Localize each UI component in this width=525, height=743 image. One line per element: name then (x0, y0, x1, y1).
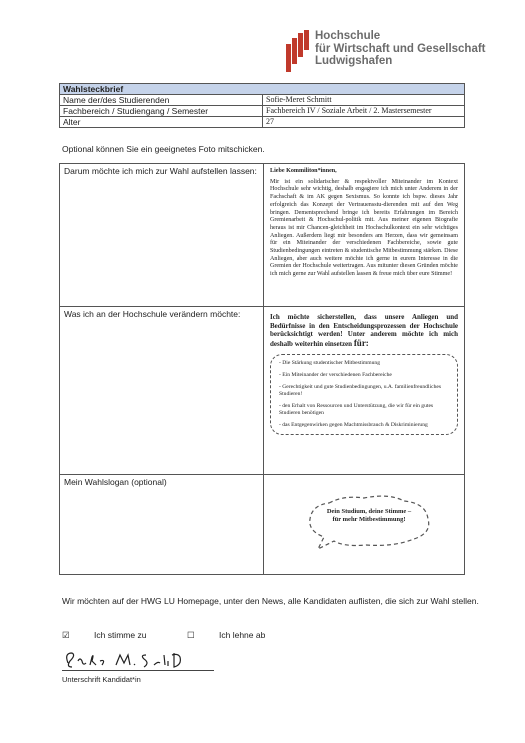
department-label: Fachbereich / Studiengang / Semester (60, 106, 263, 117)
table-row (60, 307, 465, 475)
table-row (60, 117, 465, 128)
university-logo (286, 30, 486, 72)
agree-label: Ich stimme zu (94, 630, 147, 640)
table-row (60, 164, 465, 307)
logo-mark-icon (286, 30, 309, 72)
motivation-text (264, 164, 464, 283)
changes-label: Was ich an der Hochschule verändern möchte: (60, 307, 264, 475)
goal-item: - Gerechtigkeit und gute Studienbedingungen, u.A. familienfreundliches Studieren! (279, 384, 442, 397)
logo-line-1: Hochschule (315, 30, 381, 42)
name-value: Sofie-Meret Schmitt (263, 95, 465, 106)
logo-line-3: Ludwigshafen (315, 55, 393, 67)
goal-item: - das Entgegenwirken gegen Machtmissbrauch & Diskriminierung (279, 422, 428, 428)
agree-checkbox[interactable]: ☑ (62, 630, 70, 640)
slogan-text (312, 508, 426, 524)
changes-intro-text: Ich möchte sicherstellen, dass unsere Anliegen und Bedürfnisse in den Entscheidungsprozessen der Hochschule berücksichtigt werden! Unter anderem möchte ich mich deshalb weiterhin einsetzen (270, 313, 458, 348)
table-row (60, 95, 465, 106)
slogan-line-2: für mehr Mitbestimmung! (332, 516, 406, 523)
table-header: Wahlsteckbrief (60, 84, 465, 95)
goal-item: - den Erhalt von Ressourcen und Unterstützung, die wir für ein gutes Studieren benötigen (279, 403, 434, 416)
signature-line (62, 670, 214, 671)
motivation-cell (264, 164, 465, 307)
age-value: 27 (263, 117, 465, 128)
signature-label: Unterschrift Kandidat*in (62, 675, 141, 684)
profile-info-table (59, 83, 465, 128)
department-value: Fachbereich IV / Soziale Arbeit / 2. Mastersemester (263, 106, 465, 117)
slogan-line-1: Dein Studium, deine Stimme – (326, 508, 412, 515)
handwritten-signature (62, 649, 192, 671)
changes-cell (264, 307, 465, 475)
motivation-body: Mir ist ein solidarischer & respektvoller Miteinander im Kontext Hochschule sehr wichtig, deshalb engagiere ich mich unter Anderem in der Fachschaft & im AK gegen Sexismus. So konnte ich bspw. dieses Jahr erfolgreich das Konzept der Vertrauensstu-dierenden mit auf den Weg bringen. Dementsprechend bringe ich bereits Erfahrungen im Bereich Gremienarbeit & Hochschul-politik mit. Aus meiner eigenen Biografie heraus ist mir Chancen-gleichheit im Hochschulkontext ein sehr wichtiges Anliegen. Außerdem liegt mir besonders am Herzen, dass wir gemeinsam für ein Miteinander der verschiedenen Fachbereiche, sowie gute Studienbedingungen eintreten & studentische Mitbestimmung stärken. Diese Anliegen, aber auch weitere möchte ich gerne in eurem Interesse in die Gremien der Hochschule weitertragen. Aus mitunter diesen Gründen möchte ich mich gerne zur Wahl aufstellen lassen & freue mich über eure Stimme! (270, 178, 458, 278)
age-label: Alter (60, 117, 263, 128)
goal-item: - Ein Miteinander der verschiedenen Fachbereiche (279, 372, 392, 378)
name-label: Name der/des Studierenden (60, 95, 263, 106)
decline-checkbox[interactable]: ☐ (187, 630, 195, 640)
optional-photo-note: Optional können Sie ein geeignetes Foto mitschicken. (62, 144, 265, 154)
logo-text (315, 30, 486, 72)
candidate-statement-table (59, 163, 465, 575)
logo-line-2: für Wirtschaft und Gesellschaft (315, 42, 486, 55)
goals-box (270, 354, 458, 435)
slogan-label: Mein Wahlslogan (optional) (60, 475, 264, 575)
slogan-cell (264, 475, 465, 575)
motivation-label: Darum möchte ich mich zur Wahl aufstellen lassen: (60, 164, 264, 307)
table-row (60, 106, 465, 117)
changes-intro-end: für: (353, 337, 369, 348)
decline-label: Ich lehne ab (219, 630, 266, 640)
table-row (60, 475, 465, 575)
greeting: Liebe Kommiliton*innen, (270, 168, 337, 174)
goal-item: - Die Stärkung studentischer Mitbestimmung (279, 360, 380, 366)
publish-notice: Wir möchten auf der HWG LU Homepage, unter den News, alle Kandidaten auflisten, die sich zur Wahl stellen. (62, 596, 479, 606)
changes-intro (270, 313, 458, 348)
